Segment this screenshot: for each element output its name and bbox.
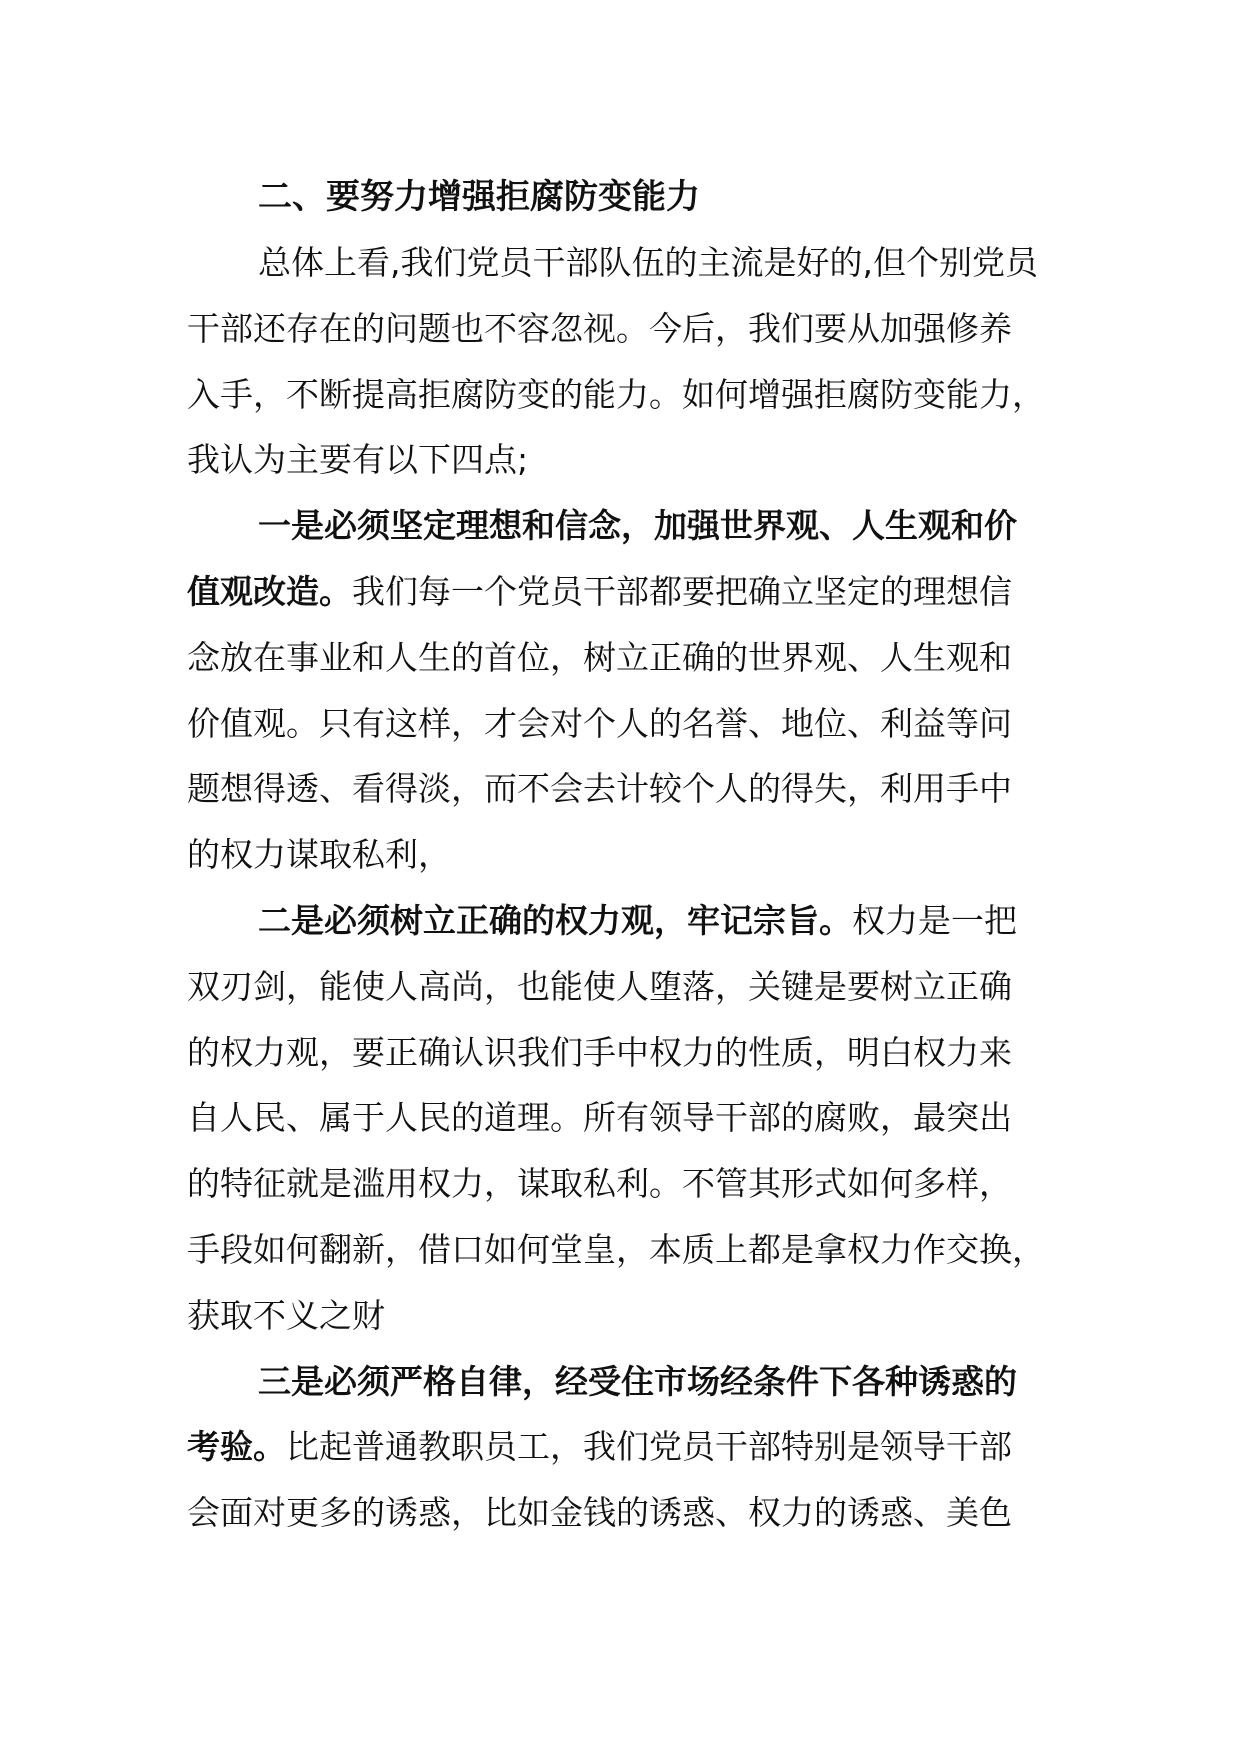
intro-paragraph bbox=[187, 230, 1057, 493]
text-line: 手段如何翻新，借口如何堂皇，本质上都是拿权力作交换， bbox=[187, 1229, 1045, 1269]
point-two-heading: 二是必须树立正确的权力观，牢记宗旨。 bbox=[258, 900, 852, 940]
point-one-heading-end: 值观改造。 bbox=[187, 571, 352, 611]
text-line: 干部还存在的问题也不容忽视。今后，我们要从加强修养 bbox=[187, 308, 1012, 348]
text-line bbox=[187, 888, 1057, 954]
text-line: 的特征就是滥用权力，谋取私利。不管其形式如何多样， bbox=[187, 1164, 1012, 1204]
text-line: 总体上看,我们党员干部队伍的主流是好的,但个别党员 bbox=[258, 243, 1038, 282]
point-one-paragraph bbox=[187, 493, 1057, 888]
text-line: 的权力谋取私利， bbox=[187, 835, 451, 875]
section-heading: 二、要努力增强拒腐防变能力 bbox=[258, 177, 700, 217]
text-line: 会面对更多的诱惑，比如金钱的诱惑、权力的诱惑、美色 bbox=[187, 1493, 1012, 1533]
text-line bbox=[187, 1414, 1057, 1480]
point-three-heading-line: 三是必须严格自律，经受住市场经条件下各种诱惑的 bbox=[258, 1361, 1017, 1401]
text-line: 自人民、属于人民的道理。所有领导干部的腐败，最突出 bbox=[187, 1098, 1012, 1138]
text-line: 我认为主要有以下四点; bbox=[187, 440, 529, 480]
text-run: 权力是一把 bbox=[852, 900, 1017, 940]
text-run: 我们每一个党员干部都要把确立坚定的理想信 bbox=[352, 571, 1012, 611]
point-three-heading-end: 考验。 bbox=[187, 1427, 286, 1467]
text-line bbox=[187, 559, 1057, 625]
document-body bbox=[187, 164, 1057, 1546]
text-line: 获取不义之财 bbox=[187, 1295, 385, 1335]
text-line: 题想得透、看得淡，而不会去计较个人的得失，利用手中 bbox=[187, 769, 1012, 809]
text-line: 念放在事业和人生的首位，树立正确的世界观、人生观和 bbox=[187, 637, 1012, 677]
text-line: 的权力观，要正确认识我们手中权力的性质，明白权力来 bbox=[187, 1032, 1012, 1072]
text-run: 比起普通教职员工，我们党员干部特别是领导干部 bbox=[286, 1427, 1012, 1467]
point-one-heading-line: 一是必须坚定理想和信念，加强世界观、人生观和价 bbox=[258, 506, 1017, 546]
text-line: 价值观。只有这样，才会对个人的名誉、地位、利益等问 bbox=[187, 703, 1012, 743]
point-two-paragraph bbox=[187, 888, 1057, 1349]
point-three-paragraph bbox=[187, 1349, 1057, 1546]
text-line: 入手，不断提高拒腐防变的能力。如何增强拒腐防变能力， bbox=[187, 374, 1045, 414]
text-line: 双刃剑，能使人高尚，也能使人堕落，关键是要树立正确 bbox=[187, 966, 1012, 1006]
